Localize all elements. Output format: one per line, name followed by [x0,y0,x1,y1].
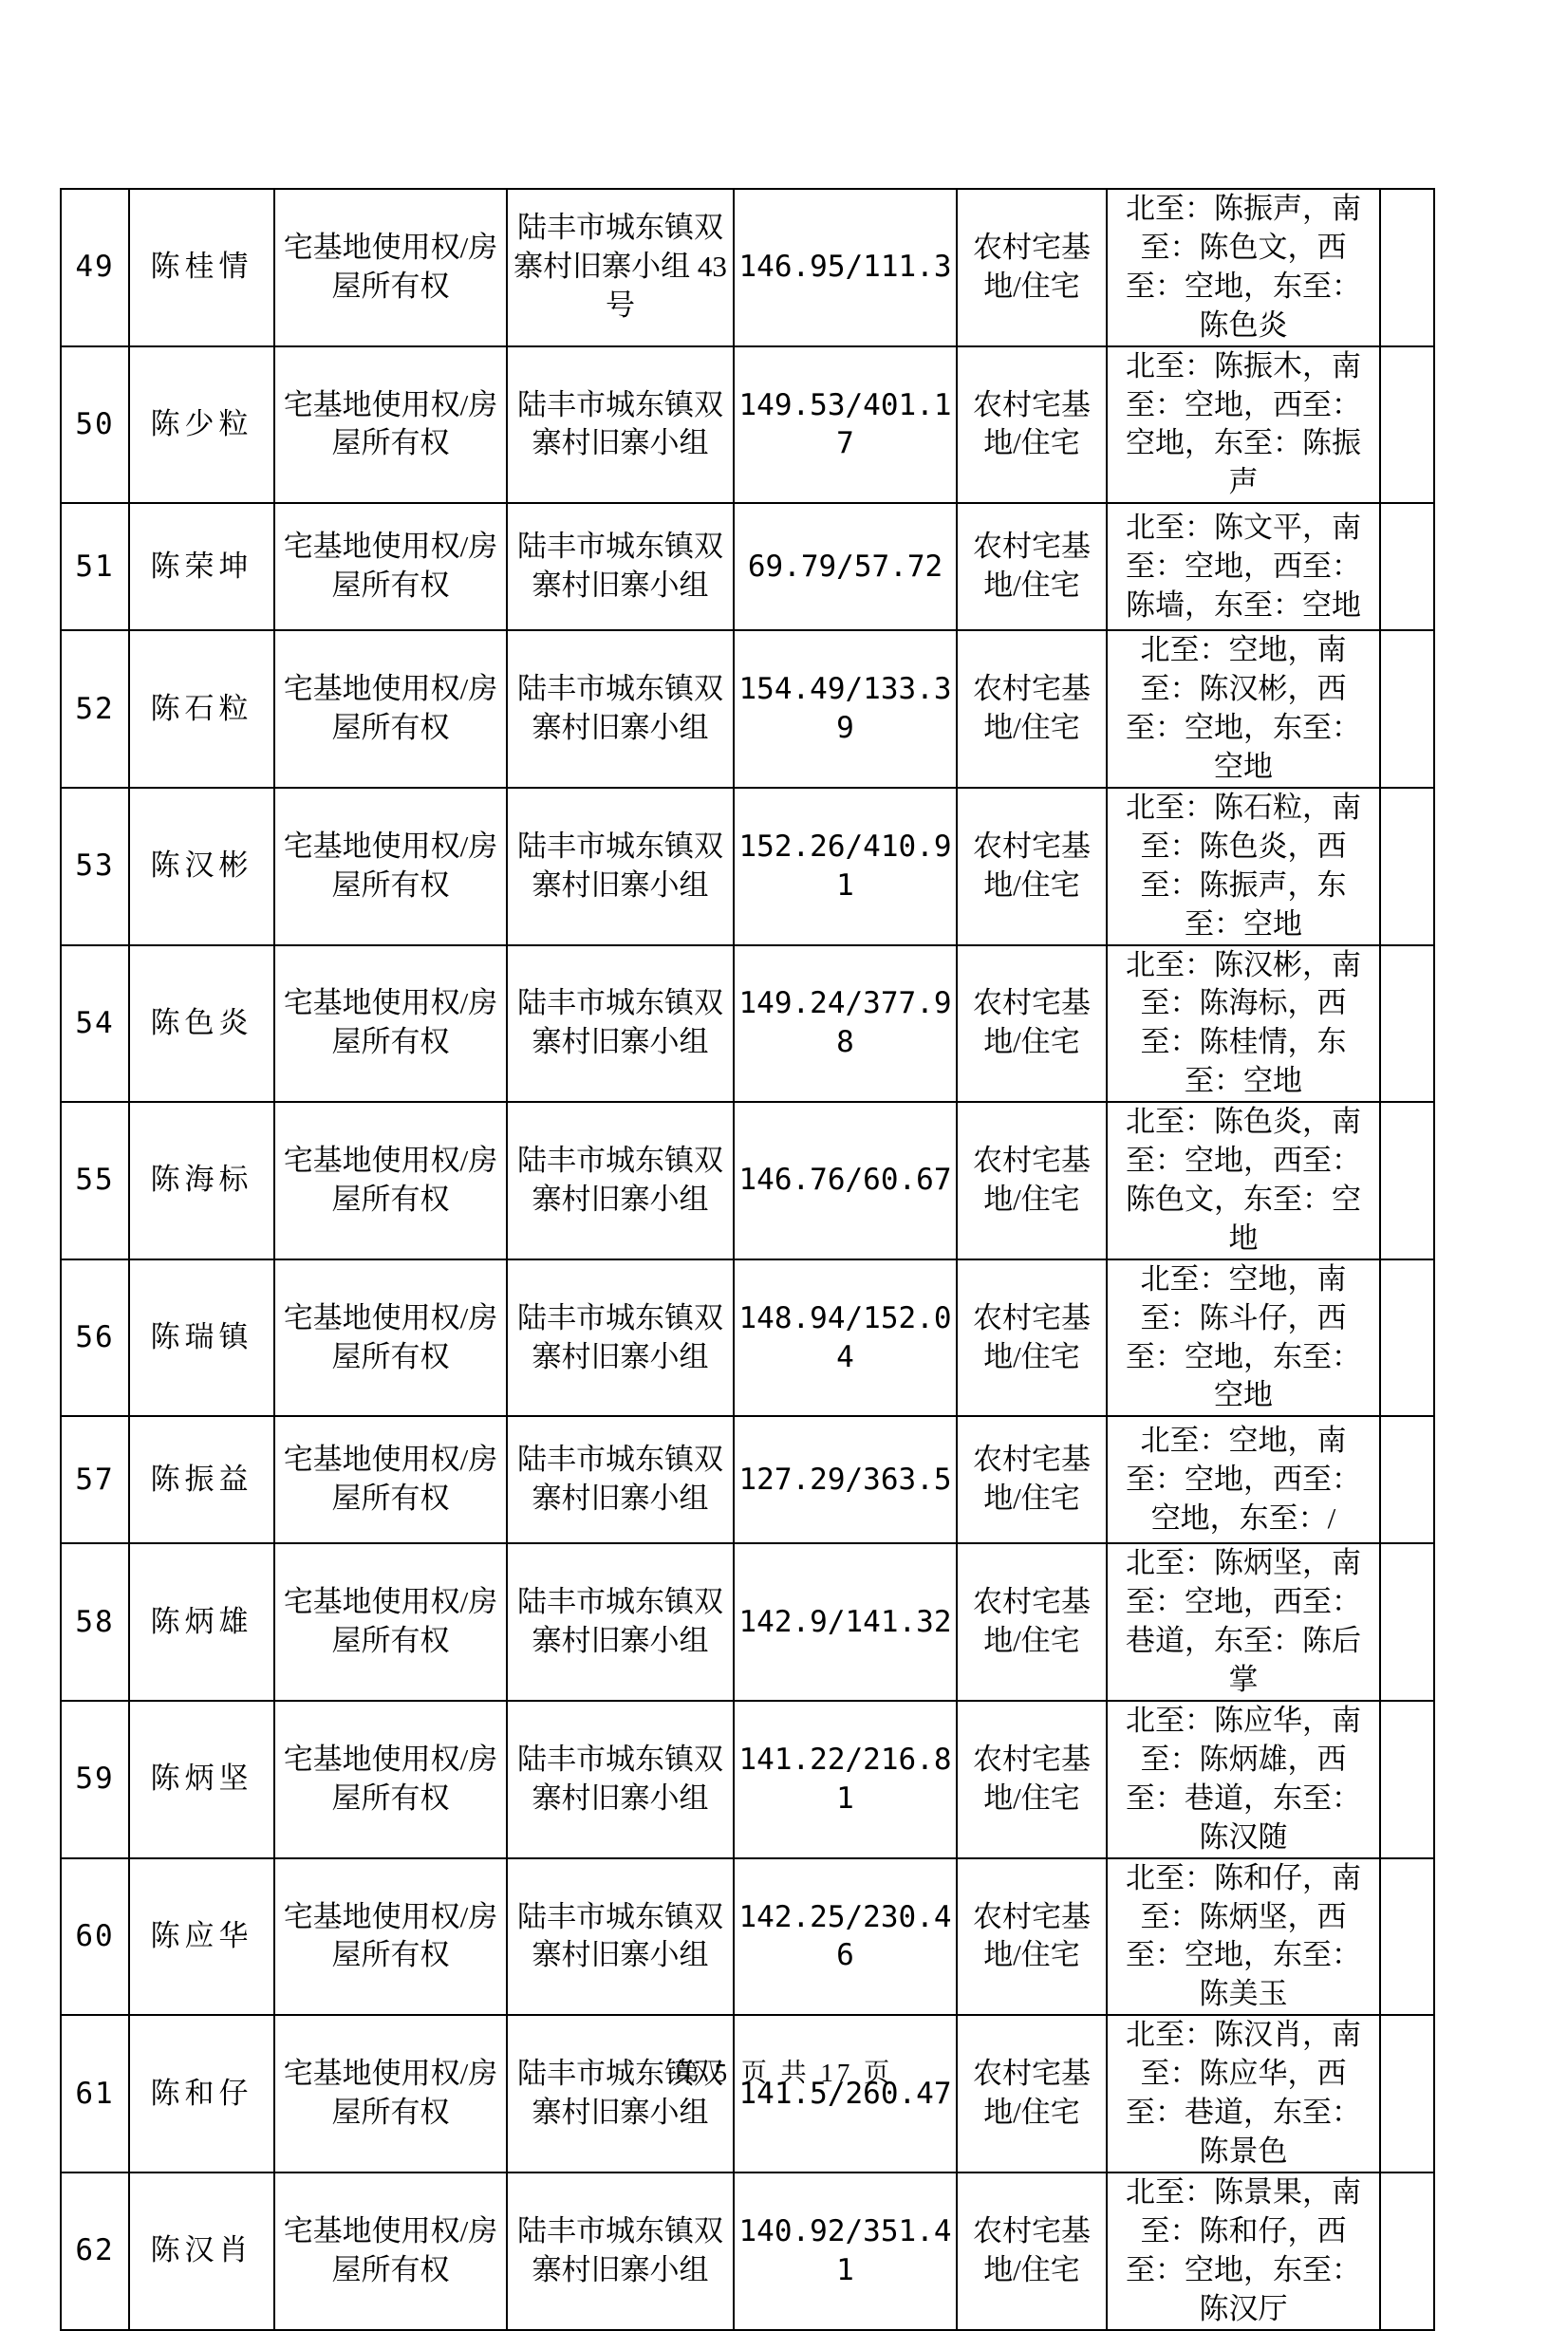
cell-area: 127.29/363.5 [734,1416,957,1543]
cell-boundaries: 北至：陈汉彬，南至：陈海标，西至：陈桂情，东至：空地 [1107,945,1380,1103]
cell-right-type: 宅基地使用权/房屋所有权 [274,2015,507,2172]
table-row [61,1259,1434,1417]
cell-owner-name: 陈和仔 [129,2015,274,2172]
cell-usage: 农村宅基地/住宅 [957,346,1107,504]
cell-owner-name: 陈炳雄 [129,1543,274,1701]
table-row [61,2015,1434,2172]
cell-serial-number: 60 [61,1858,129,2016]
cell-area: 146.95/111.3 [734,189,957,346]
cell-boundaries: 北至：陈色炎，南至：空地，西至：陈色文，东至：空地 [1107,1102,1380,1259]
cell-note [1380,1102,1434,1259]
cell-usage: 农村宅基地/住宅 [957,630,1107,788]
cell-boundaries: 北至：陈汉肖，南至：陈应华，西至：巷道，东至：陈景色 [1107,2015,1380,2172]
cell-owner-name: 陈瑞镇 [129,1259,274,1417]
cell-note [1380,346,1434,504]
cell-boundaries: 北至：空地，南至：空地，西至：空地，东至：/ [1107,1416,1380,1543]
cell-area: 69.79/57.72 [734,503,957,630]
cell-location: 陆丰市城东镇双寨村旧寨小组 [507,945,734,1103]
cell-boundaries: 北至：陈应华，南至：陈炳雄，西至：巷道，东至：陈汉随 [1107,1701,1380,1858]
cell-area: 140.92/351.41 [734,2172,957,2330]
cell-location: 陆丰市城东镇双寨村旧寨小组 [507,2172,734,2330]
cell-right-type: 宅基地使用权/房屋所有权 [274,945,507,1103]
table-row [61,630,1434,788]
cell-note [1380,945,1434,1103]
cell-serial-number: 50 [61,346,129,504]
cell-note [1380,2015,1434,2172]
cell-serial-number: 49 [61,189,129,346]
cell-serial-number: 54 [61,945,129,1103]
cell-owner-name: 陈少粒 [129,346,274,504]
cell-usage: 农村宅基地/住宅 [957,2172,1107,2330]
cell-right-type: 宅基地使用权/房屋所有权 [274,1543,507,1701]
cell-note [1380,1543,1434,1701]
cell-location: 陆丰市城东镇双寨村旧寨小组 [507,346,734,504]
cell-serial-number: 51 [61,503,129,630]
cell-serial-number: 56 [61,1259,129,1417]
cell-right-type: 宅基地使用权/房屋所有权 [274,1858,507,2016]
cell-owner-name: 陈色炎 [129,945,274,1103]
cell-usage: 农村宅基地/住宅 [957,788,1107,945]
table-row [61,189,1434,346]
cell-serial-number: 52 [61,630,129,788]
cell-note [1380,788,1434,945]
cell-boundaries: 北至：陈和仔，南至：陈炳坚，西至：空地，东至：陈美玉 [1107,1858,1380,2016]
cell-right-type: 宅基地使用权/房屋所有权 [274,1102,507,1259]
cell-note [1380,503,1434,630]
cell-right-type: 宅基地使用权/房屋所有权 [274,1701,507,1858]
cell-boundaries: 北至：陈振木，南至：空地，西至：空地，东至：陈振声 [1107,346,1380,504]
cell-serial-number: 61 [61,2015,129,2172]
cell-location: 陆丰市城东镇双寨村旧寨小组 [507,1543,734,1701]
cell-usage: 农村宅基地/住宅 [957,945,1107,1103]
cell-location: 陆丰市城东镇双寨村旧寨小组 [507,630,734,788]
cell-usage: 农村宅基地/住宅 [957,1416,1107,1543]
cell-area: 146.76/60.67 [734,1102,957,1259]
cell-right-type: 宅基地使用权/房屋所有权 [274,2172,507,2330]
cell-serial-number: 55 [61,1102,129,1259]
cell-boundaries: 北至：陈振声，南至：陈色文，西至：空地，东至：陈色炎 [1107,189,1380,346]
cell-area: 154.49/133.39 [734,630,957,788]
cell-area: 149.53/401.17 [734,346,957,504]
cell-note [1380,1701,1434,1858]
cell-area: 148.94/152.04 [734,1259,957,1417]
cell-location: 陆丰市城东镇双寨村旧寨小组 [507,1858,734,2016]
cell-owner-name: 陈应华 [129,1858,274,2016]
table-row [61,2172,1434,2330]
cell-location: 陆丰市城东镇双寨村旧寨小组 [507,1102,734,1259]
table-row [61,945,1434,1103]
cell-location: 陆丰市城东镇双寨村旧寨小组 [507,1701,734,1858]
cell-right-type: 宅基地使用权/房屋所有权 [274,346,507,504]
cell-serial-number: 53 [61,788,129,945]
cell-owner-name: 陈汉肖 [129,2172,274,2330]
cell-serial-number: 59 [61,1701,129,1858]
cell-note [1380,1416,1434,1543]
table-row [61,1858,1434,2016]
cell-location: 陆丰市城东镇双寨村旧寨小组 [507,2015,734,2172]
cell-right-type: 宅基地使用权/房屋所有权 [274,1416,507,1543]
cell-boundaries: 北至：陈炳坚，南至：空地，西至：巷道，东至：陈后掌 [1107,1543,1380,1701]
cell-area: 149.24/377.98 [734,945,957,1103]
cell-usage: 农村宅基地/住宅 [957,1259,1107,1417]
cell-note [1380,2172,1434,2330]
cell-owner-name: 陈振益 [129,1416,274,1543]
cell-owner-name: 陈炳坚 [129,1701,274,1858]
cell-owner-name: 陈桂情 [129,189,274,346]
table-row [61,788,1434,945]
cell-area: 152.26/410.91 [734,788,957,945]
cell-usage: 农村宅基地/住宅 [957,189,1107,346]
cell-right-type: 宅基地使用权/房屋所有权 [274,630,507,788]
cell-right-type: 宅基地使用权/房屋所有权 [274,503,507,630]
cell-owner-name: 陈海标 [129,1102,274,1259]
cell-owner-name: 陈石粒 [129,630,274,788]
cell-note [1380,1858,1434,2016]
cell-usage: 农村宅基地/住宅 [957,1102,1107,1259]
land-rights-table [60,188,1435,2331]
cell-usage: 农村宅基地/住宅 [957,1701,1107,1858]
cell-location: 陆丰市城东镇双寨村旧寨小组 [507,1259,734,1417]
cell-boundaries: 北至：空地，南至：陈斗仔，西至：空地，东至：空地 [1107,1259,1380,1417]
cell-area: 141.22/216.81 [734,1701,957,1858]
cell-location: 陆丰市城东镇双寨村旧寨小组 [507,1416,734,1543]
cell-owner-name: 陈荣坤 [129,503,274,630]
cell-location: 陆丰市城东镇双寨村旧寨小组 [507,788,734,945]
cell-area: 142.9/141.32 [734,1543,957,1701]
cell-serial-number: 57 [61,1416,129,1543]
table-row [61,1102,1434,1259]
cell-location: 陆丰市城东镇双寨村旧寨小组 43 号 [507,189,734,346]
table-row [61,1701,1434,1858]
cell-boundaries: 北至：陈景果，南至：陈和仔，西至：空地，东至：陈汉厅 [1107,2172,1380,2330]
cell-note [1380,189,1434,346]
cell-serial-number: 58 [61,1543,129,1701]
cell-location: 陆丰市城东镇双寨村旧寨小组 [507,503,734,630]
cell-note [1380,630,1434,788]
cell-boundaries: 北至：陈文平，南至：空地，西至：陈墙，东至：空地 [1107,503,1380,630]
cell-owner-name: 陈汉彬 [129,788,274,945]
cell-right-type: 宅基地使用权/房屋所有权 [274,788,507,945]
cell-area: 142.25/230.46 [734,1858,957,2016]
cell-note [1380,1259,1434,1417]
table-row [61,1416,1434,1543]
cell-area: 141.5/260.47 [734,2015,957,2172]
table-row [61,503,1434,630]
cell-usage: 农村宅基地/住宅 [957,503,1107,630]
cell-serial-number: 62 [61,2172,129,2330]
table-row [61,1543,1434,1701]
cell-boundaries: 北至：空地，南至：陈汉彬，西至：空地，东至：空地 [1107,630,1380,788]
cell-usage: 农村宅基地/住宅 [957,1858,1107,2016]
cell-usage: 农村宅基地/住宅 [957,1543,1107,1701]
cell-right-type: 宅基地使用权/房屋所有权 [274,189,507,346]
cell-boundaries: 北至：陈石粒，南至：陈色炎，西至：陈振声，东至：空地 [1107,788,1380,945]
records-table-body [61,189,1434,2330]
cell-usage: 农村宅基地/住宅 [957,2015,1107,2172]
table-row [61,346,1434,504]
cell-right-type: 宅基地使用权/房屋所有权 [274,1259,507,1417]
page-number-footer: 第 5 页 共 17 页 [674,2059,894,2087]
